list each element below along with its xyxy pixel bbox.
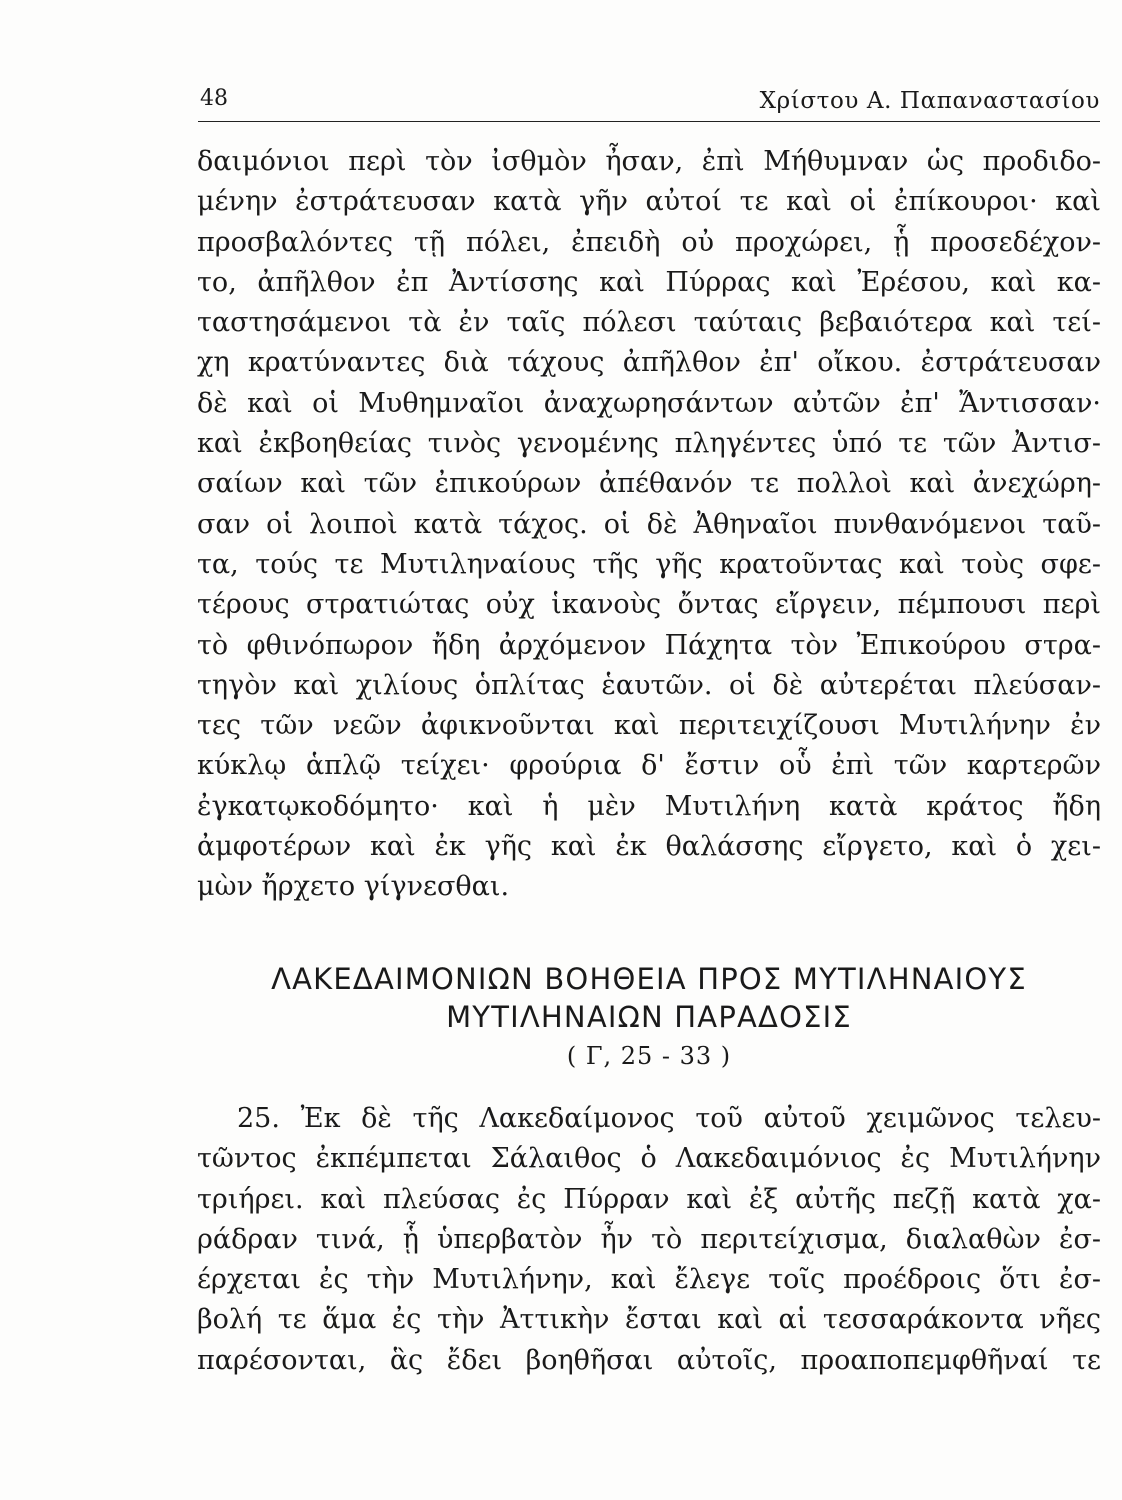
text-line: καὶ ἐκβοηθείας τινὸς γενομένης πληγέντες ὑπό τε τῶν Ἀντισ- (197, 428, 1101, 460)
text-line: χη κρατύναντες διὰ τάχους ἀπῆλθον ἐπ' οἴκου. ἐστράτευσαν (197, 347, 1101, 379)
header-rule (198, 121, 1100, 122)
text-line: ἀμφοτέρων καὶ ἐκ γῆς καὶ ἐκ θαλάσσης εἴργετο, καὶ ὁ χει- (197, 831, 1101, 863)
text-line: 25. Ἐκ δὲ τῆς Λακεδαίμονος τοῦ αὐτοῦ χειμῶνος τελευ- (237, 1103, 1101, 1134)
page-number: 48 (200, 86, 228, 111)
text-line: τες τῶν νεῶν ἀφικνοῦνται καὶ περιτειχίζουσι Μυτιλήνην ἐν (197, 710, 1101, 742)
text-line: μὼν ἤρχετο γίγνεσθαι. (197, 871, 510, 903)
text-line: ράδραν τινά, ᾗ ὑπερβατὸν ἦν τὸ περιτείχισμα, διαλαθὼν ἐσ- (197, 1223, 1101, 1255)
text-line: σαν οἱ λοιποὶ κατὰ τάχος. οἱ δὲ Ἀθηναῖοι πυνθανόμενοι ταῦ- (197, 508, 1101, 540)
chapter-reference: ( Γ, 25 - 33 ) (566, 1042, 732, 1070)
text-line: δὲ καὶ οἱ Μυθημναῖοι ἀναχωρησάντων αὐτῶν ἐπ' Ἄντισσαν· (197, 387, 1101, 419)
text-line: τέρους στρατιώτας οὐχ ἱκανοὺς ὄντας εἴργειν, πέμπουσι περὶ (197, 589, 1101, 621)
text-line: κύκλῳ ἁπλῷ τείχει· φρούρια δ' ἔστιν οὗ ἐπὶ τῶν καρτερῶν (197, 750, 1101, 782)
text-line: παρέσονται, ἃς ἔδει βοηθῆσαι αὐτοῖς, προαποπεμφθῆναί τε (197, 1344, 1101, 1376)
text-line: τα, τούς τε Μυτιληναίους τῆς γῆς κρατοῦντας καὶ τοὺς σφε- (197, 548, 1101, 580)
text-line: τὸ φθινόπωρον ἤδη ἀρχόμενον Πάχητα τὸν Ἐπικούρου στρα- (197, 629, 1101, 661)
text-line: το, ἀπῆλθον ἐπ Ἀντίσσης καὶ Πύρρας καὶ Ἐρέσου, καὶ κα- (197, 266, 1101, 298)
paragraph-25 (197, 1099, 1101, 1381)
text-line: μένην ἐστράτευσαν κατὰ γῆν αὐτοί τε καὶ οἱ ἐπίκουροι· καὶ (197, 186, 1101, 218)
text-line: τῶντος ἐκπέμπεται Σάλαιθος ὁ Λακεδαιμόνιος ἐς Μυτιλήνην (197, 1143, 1101, 1175)
text-line: ἐγκατῳκοδόμητο· καὶ ἡ μὲν Μυτιλήνη κατὰ κράτος ἤδη (197, 790, 1101, 822)
text-line: βολή τε ἅμα ἐς τὴν Ἀττικὴν ἔσται καὶ αἱ τεσσαράκοντα νῆες (197, 1304, 1101, 1336)
text-line: τριήρει. καὶ πλεύσας ἐς Πύρραν καὶ ἐξ αὐτῆς πεζῇ κατὰ χα- (197, 1183, 1101, 1215)
section-heading (197, 960, 1101, 1074)
text-line: δαιμόνιοι περὶ τὸν ἰσθμὸν ἦσαν, ἐπὶ Μήθυμναν ὡς προδιδο- (197, 146, 1101, 177)
text-line: σαίων καὶ τῶν ἐπικούρων ἀπέθανόν τε πολλοὶ καὶ ἀνεχώρη- (197, 468, 1101, 500)
text-line: τηγὸν καὶ χιλίους ὁπλίτας ἑαυτῶν. οἱ δὲ αὐτερέται πλεύσαν- (197, 669, 1101, 701)
text-line: προσβαλόντες τῇ πόλει, ἐπειδὴ οὐ προχώρει, ᾗ προσεδέχον- (197, 226, 1101, 258)
text-line: έρχεται ἐς τὴν Μυτιλήνην, καὶ ἔλεγε τοῖς προέδροις ὅτι ἐσ- (197, 1264, 1101, 1296)
heading-line-2: ΜΥΤΙΛΗΝΑΙΩΝ ΠΑΡΑΔΟΣΙΣ (446, 1000, 852, 1034)
running-head (198, 84, 1100, 120)
text-line: ταστησάμενοι τὰ ἐν ταῖς πόλεσι ταύταις βεβαιότερα καὶ τεί- (197, 307, 1101, 339)
heading-line-1: ΛΑΚΕΔΑΙΜΟΝΙΩΝ ΒΟΗΘΕΙΑ ΠΡΟΣ ΜΥΤΙΛΗΝΑΙΟΥΣ (271, 962, 1027, 996)
running-title: Χρίστου Α. Παπαναστασίου (759, 88, 1100, 114)
paragraph-continued (197, 142, 1101, 908)
